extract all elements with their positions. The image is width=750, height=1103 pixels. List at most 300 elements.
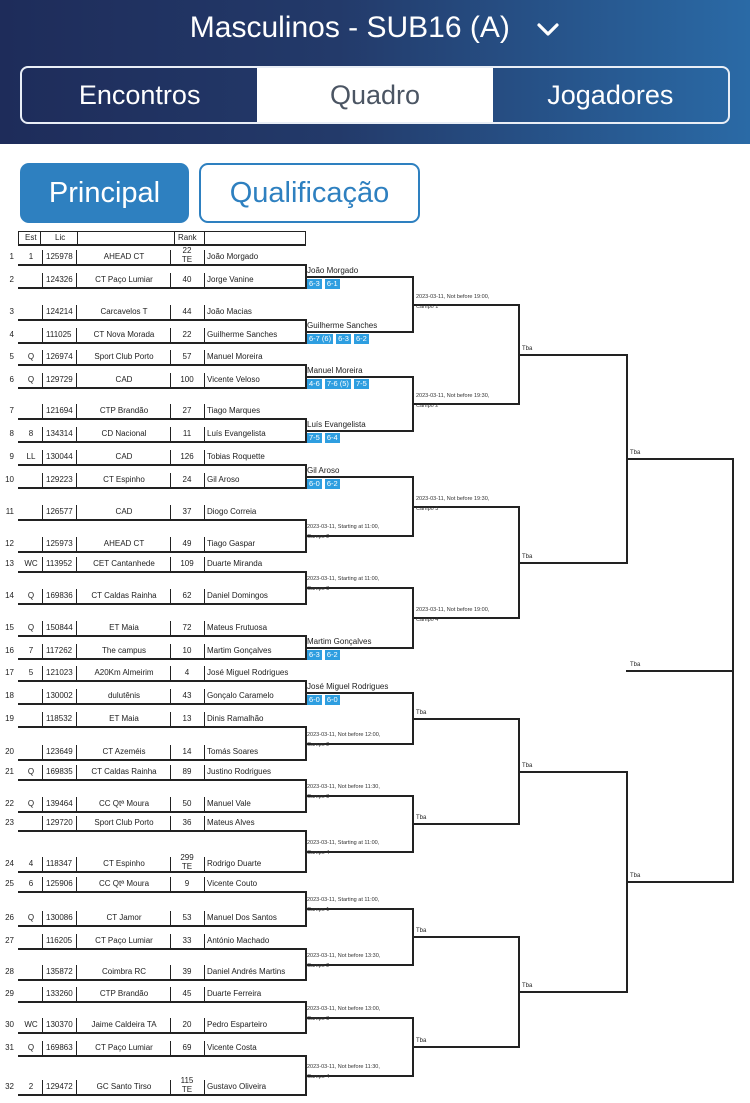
entry-underline: [18, 1032, 305, 1034]
entry-row[interactable]: [0, 816, 305, 830]
match-schedule: Campo 4: [307, 1074, 330, 1080]
cell-divider: [170, 404, 171, 418]
entry-name: Gustavo Oliveira: [207, 1082, 267, 1091]
cell-divider: [42, 1041, 43, 1055]
cell-divider: [76, 934, 77, 948]
entry-lic: 129472: [46, 1082, 73, 1091]
entry-num: 29: [5, 989, 14, 998]
bracket-line: [412, 936, 518, 938]
cell-divider: [76, 427, 77, 441]
cell-divider: [42, 537, 43, 551]
set-score: 6-0: [309, 479, 320, 488]
entry-row[interactable]: [0, 557, 305, 571]
entry-lic: 116205: [46, 936, 73, 945]
entry-name: Dinis Ramalhão: [207, 714, 264, 723]
entry-row[interactable]: [0, 745, 305, 759]
entry-row[interactable]: [0, 644, 305, 658]
entry-est: 8: [28, 429, 34, 438]
entry-name: Mateus Alves: [207, 818, 255, 827]
entry-club: CC Qtª Moura: [98, 799, 150, 808]
bracket-line: [518, 354, 626, 356]
cell-divider: [170, 621, 171, 635]
match-scores: [307, 433, 340, 443]
set-score: 7-6 (5): [326, 379, 349, 388]
entry-underline: [18, 387, 305, 389]
entry-name: Rodrigo Duarte: [207, 859, 262, 868]
cell-divider: [42, 589, 43, 603]
cell-divider: [170, 473, 171, 487]
entry-club: Jaime Caldeira TA: [91, 1020, 157, 1029]
entry-row[interactable]: [0, 934, 305, 948]
entry-rank: 33: [182, 936, 192, 945]
entry-row[interactable]: [0, 1076, 305, 1094]
entry-row[interactable]: [0, 404, 305, 418]
entry-rank: 45: [182, 989, 192, 998]
match-winner: Luís Evangelista: [307, 420, 366, 429]
entry-row[interactable]: [0, 273, 305, 287]
draw-selector[interactable]: [0, 8, 750, 49]
cell-divider: [76, 305, 77, 319]
set-score: 6-7 (6): [309, 334, 332, 343]
cell-divider: [76, 666, 77, 680]
entry-rank: 49: [182, 539, 192, 548]
set-score: 6-2: [355, 334, 367, 343]
entry-name: Tiago Marques: [207, 406, 261, 415]
entry-row[interactable]: [0, 350, 305, 364]
cell-divider: [204, 857, 205, 871]
bracket-line: [305, 331, 412, 333]
entry-name: Gonçalo Caramelo: [207, 691, 274, 700]
entry-num: 8: [9, 429, 14, 438]
entry-row[interactable]: [0, 765, 305, 779]
cell-divider: [204, 404, 205, 418]
entry-club: CT Espinho: [103, 859, 145, 868]
entry-row[interactable]: [0, 965, 305, 979]
entry-est: Q: [27, 767, 35, 776]
cell-divider: [42, 911, 43, 925]
entry-row[interactable]: [0, 621, 305, 635]
cell-divider: [204, 816, 205, 830]
entry-name: Vicente Couto: [207, 879, 258, 888]
match-tba: Tba: [416, 928, 427, 934]
match-tba: Tba: [630, 873, 641, 879]
tab-jogadores[interactable]: Jogadores: [547, 79, 674, 110]
entry-rank: 22 TE: [181, 246, 193, 264]
match-schedule: 2023-03-11, Not before 11:30,: [307, 784, 380, 790]
entry-row[interactable]: [0, 1018, 305, 1032]
bracket-line: [518, 771, 626, 773]
cell-divider: [42, 877, 43, 891]
cell-divider: [204, 797, 205, 811]
cell-divider: [204, 765, 205, 779]
cell-divider: [170, 273, 171, 287]
cell-divider: [204, 644, 205, 658]
entry-est: Q: [27, 799, 35, 808]
entry-name: Justino Rodrigues: [207, 767, 272, 776]
entry-lic: 150844: [46, 623, 73, 632]
entry-num: 21: [5, 767, 14, 776]
cell-divider: [170, 1018, 171, 1032]
entry-row[interactable]: [0, 877, 305, 891]
tab-quadro[interactable]: Quadro: [257, 68, 492, 122]
entry-est: Q: [27, 913, 35, 922]
entry-row[interactable]: [0, 853, 305, 871]
cell-divider: [170, 911, 171, 925]
principal-tab[interactable]: Principal: [20, 163, 189, 223]
entry-num: 13: [5, 559, 14, 568]
entry-row[interactable]: [0, 246, 305, 264]
entry-row[interactable]: [0, 305, 305, 319]
bracket-line: [626, 881, 732, 883]
entry-row[interactable]: [0, 712, 305, 726]
entry-est: 7: [28, 646, 34, 655]
match-schedule: 2023-03-11, Starting at 11:00,: [307, 897, 380, 903]
cell-divider: [76, 473, 77, 487]
bracket-line: [626, 670, 732, 672]
set-score: 6-0: [309, 695, 320, 704]
cell-divider: [204, 589, 205, 603]
cell-divider: [76, 505, 77, 519]
match-tba: Tba: [522, 763, 533, 769]
match-winner: Manuel Moreira: [307, 366, 363, 375]
match-schedule: 2023-03-11, Not before 11:30,: [307, 1064, 380, 1070]
cell-divider: [76, 350, 77, 364]
entry-underline: [18, 364, 305, 366]
entry-rank: 22: [182, 330, 192, 339]
cell-divider: [204, 877, 205, 891]
cell-divider: [170, 745, 171, 759]
cell-divider: [170, 1080, 171, 1094]
cell-divider: [170, 589, 171, 603]
entry-name: Duarte Ferreira: [207, 989, 262, 998]
entry-club: CT Caldas Rainha: [91, 591, 157, 600]
entry-row[interactable]: [0, 911, 305, 925]
entry-est: Q: [27, 1043, 35, 1052]
entry-lic: 169863: [46, 1043, 73, 1052]
header-divider: [40, 232, 41, 244]
entry-name: António Machado: [207, 936, 270, 945]
entry-lic: 129223: [46, 475, 73, 484]
entry-rank: 50: [182, 799, 192, 808]
chevron-down-icon[interactable]: [536, 9, 560, 49]
cell-divider: [76, 450, 77, 464]
entry-rank: 100: [180, 375, 194, 384]
entry-row[interactable]: [0, 373, 305, 387]
match-scores: [307, 279, 340, 289]
cell-divider: [76, 404, 77, 418]
entry-num: 10: [5, 475, 14, 484]
entry-rank: 115 TE: [180, 1076, 194, 1094]
table-header: [18, 231, 306, 246]
entry-name: Manuel Dos Santos: [207, 913, 277, 922]
entry-name: Manuel Vale: [207, 799, 251, 808]
entry-rank: 62: [182, 591, 192, 600]
bracket-line: [305, 430, 412, 432]
header-divider: [77, 232, 78, 244]
cell-divider: [170, 427, 171, 441]
cell-divider: [76, 644, 77, 658]
cell-divider: [170, 557, 171, 571]
match-schedule: Campo 2: [416, 403, 439, 409]
cell-divider: [204, 473, 205, 487]
entry-club: GC Santo Tirso: [96, 1082, 152, 1091]
match-schedule: Campo 2: [307, 742, 330, 748]
entry-lic: 125906: [46, 879, 73, 888]
cell-divider: [170, 1041, 171, 1055]
tab-encontros[interactable]: Encontros: [78, 79, 201, 110]
cell-divider: [170, 537, 171, 551]
entry-num: 16: [5, 646, 14, 655]
entry-name: João Macias: [207, 307, 252, 316]
entry-num: 23: [5, 818, 14, 827]
entry-row[interactable]: [0, 589, 305, 603]
entry-num: 12: [5, 539, 14, 548]
entry-underline: [18, 1055, 305, 1057]
cell-divider: [42, 505, 43, 519]
entry-underline: [18, 603, 305, 605]
entry-underline: [18, 342, 305, 344]
entry-rank: 126: [180, 452, 194, 461]
entry-num: 3: [9, 307, 14, 316]
match-schedule: Campo 3: [416, 506, 439, 512]
cell-divider: [42, 745, 43, 759]
entry-club: CD Nacional: [101, 429, 147, 438]
entry-num: 1: [9, 252, 14, 261]
match-schedule: Campo 3: [307, 794, 330, 800]
cell-divider: [170, 328, 171, 342]
cell-divider: [204, 250, 205, 264]
entry-name: Tomás Soares: [207, 747, 259, 756]
entry-underline: [18, 871, 305, 873]
cell-divider: [204, 666, 205, 680]
entry-num: 4: [9, 330, 14, 339]
cell-divider: [42, 350, 43, 364]
cell-divider: [76, 797, 77, 811]
draw-title: Masculinos - SUB16 (A): [189, 11, 510, 44]
entry-row[interactable]: [0, 666, 305, 680]
entry-lic: 111025: [46, 330, 72, 339]
bracket-line: [518, 991, 626, 993]
cell-divider: [204, 350, 205, 364]
cell-divider: [204, 305, 205, 319]
entry-name: Martim Gonçalves: [207, 646, 272, 655]
cell-divider: [42, 404, 43, 418]
match-tba: Tba: [416, 710, 427, 716]
cell-divider: [170, 965, 171, 979]
entry-rank: 53: [182, 913, 192, 922]
cell-divider: [204, 373, 205, 387]
entry-row[interactable]: [0, 328, 305, 342]
entry-underline: [18, 319, 305, 321]
set-score: 6-1: [326, 279, 338, 288]
header-lic: Lic: [55, 233, 66, 242]
cell-divider: [42, 1018, 43, 1032]
cell-divider: [42, 305, 43, 319]
entry-underline: [18, 287, 305, 289]
qualificacao-tab[interactable]: Qualificação: [199, 163, 420, 223]
cell-divider: [42, 557, 43, 571]
entry-lic: 133260: [46, 989, 73, 998]
entry-rank: 109: [180, 559, 194, 568]
entry-rank: 40: [182, 275, 192, 284]
entry-num: 6: [9, 375, 14, 384]
match-schedule: Campo 4: [416, 617, 439, 623]
bracket-line: [305, 276, 412, 278]
cell-divider: [42, 427, 43, 441]
entry-num: 31: [5, 1043, 14, 1052]
entry-row[interactable]: [0, 427, 305, 441]
cell-divider: [76, 328, 77, 342]
cell-divider: [204, 557, 205, 571]
set-score: 6-3: [309, 279, 320, 288]
entry-name: Diogo Correia: [207, 507, 257, 516]
entry-name: Luís Evangelista: [207, 429, 266, 438]
entry-name: Vicente Veloso: [207, 375, 260, 384]
cell-divider: [76, 877, 77, 891]
entry-row[interactable]: [0, 537, 305, 551]
entry-underline: [18, 925, 305, 927]
header-divider: [204, 232, 205, 244]
bracket-line: [412, 1046, 518, 1048]
entry-est: 6: [28, 879, 34, 888]
cell-divider: [42, 328, 43, 342]
entry-name: Tobias Roquette: [207, 452, 265, 461]
entry-lic: 118347: [46, 859, 73, 868]
match-schedule: 2023-03-11, Not before 13:00,: [307, 1006, 381, 1012]
set-score: 6-4: [326, 433, 338, 442]
cell-divider: [170, 712, 171, 726]
entry-lic: 118532: [46, 714, 73, 723]
entry-row[interactable]: [0, 450, 305, 464]
entry-name: Pedro Esparteiro: [207, 1020, 268, 1029]
cell-divider: [76, 965, 77, 979]
set-score: 7-5: [355, 379, 367, 388]
set-score: 6-3: [309, 650, 320, 659]
entry-num: 17: [5, 668, 14, 677]
entry-underline: [18, 703, 305, 705]
entry-name: Daniel Andrés Martins: [207, 967, 286, 976]
cell-divider: [170, 666, 171, 680]
cell-divider: [42, 450, 43, 464]
match-schedule: Campo 2: [307, 963, 330, 969]
entry-club: ET Maia: [109, 623, 139, 632]
entry-lic: 129720: [46, 818, 73, 827]
cell-divider: [204, 965, 205, 979]
match-schedule: 2023-03-11, Starting at 11:00,: [307, 524, 380, 530]
match-winner: Martim Gonçalves: [307, 637, 372, 646]
cell-divider: [42, 797, 43, 811]
entry-rank: 89: [182, 767, 192, 776]
match-schedule: 2023-03-11, Not before 13:30,: [307, 953, 381, 959]
match-tba: Tba: [522, 554, 533, 560]
entry-est: Q: [27, 352, 35, 361]
entry-num: 9: [9, 452, 14, 461]
entry-est: Q: [27, 375, 35, 384]
cell-divider: [204, 712, 205, 726]
entry-club: CTP Brandão: [99, 406, 149, 415]
cell-divider: [42, 1080, 43, 1094]
cell-divider: [76, 373, 77, 387]
match-scores: [307, 379, 369, 389]
cell-divider: [42, 473, 43, 487]
cell-divider: [76, 589, 77, 603]
cell-divider: [170, 857, 171, 871]
entry-lic: 130002: [46, 691, 73, 700]
entry-club: CT Paço Lumiar: [95, 275, 153, 284]
entry-name: Jorge Vanine: [207, 275, 254, 284]
bracket-line: [732, 458, 734, 883]
entry-club: The campus: [101, 646, 147, 655]
entry-underline: [18, 830, 305, 832]
cell-divider: [204, 987, 205, 1001]
cell-divider: [42, 816, 43, 830]
match-schedule: Campo 4: [307, 850, 330, 856]
cell-divider: [42, 373, 43, 387]
cell-divider: [170, 987, 171, 1001]
entry-num: 5: [9, 352, 14, 361]
entry-rank: 14: [182, 747, 192, 756]
cell-divider: [42, 644, 43, 658]
bracket-line: [412, 823, 518, 825]
entry-row[interactable]: [0, 505, 305, 519]
cell-divider: [76, 537, 77, 551]
entry-rank: 10: [182, 646, 192, 655]
cell-divider: [170, 305, 171, 319]
entry-underline: [18, 680, 305, 682]
cell-divider: [204, 689, 205, 703]
match-tba: Tba: [522, 983, 533, 989]
cell-divider: [170, 797, 171, 811]
entry-club: Coimbra RC: [101, 967, 146, 976]
cell-divider: [42, 965, 43, 979]
entry-rank: 37: [182, 507, 192, 516]
entry-num: 14: [5, 591, 14, 600]
entry-rank: 11: [182, 429, 192, 438]
cell-divider: [42, 934, 43, 948]
cell-divider: [76, 745, 77, 759]
entry-row[interactable]: [0, 1041, 305, 1055]
cell-divider: [76, 857, 77, 871]
cell-divider: [42, 250, 43, 264]
entry-est: 1: [28, 252, 34, 261]
entry-rank: 20: [182, 1020, 192, 1029]
cell-divider: [170, 373, 171, 387]
entry-lic: 134314: [46, 429, 73, 438]
entry-row[interactable]: [0, 473, 305, 487]
entry-row[interactable]: [0, 689, 305, 703]
entry-name: José Miguel Rodrigues: [207, 668, 289, 677]
entry-name: Manuel Moreira: [207, 352, 263, 361]
cell-divider: [204, 450, 205, 464]
entry-underline: [18, 635, 305, 637]
cell-divider: [76, 1080, 77, 1094]
cell-divider: [76, 250, 77, 264]
match-schedule: Campo 1: [416, 304, 439, 310]
entry-est: Q: [27, 623, 35, 632]
entry-underline: [18, 487, 305, 489]
entry-lic: 130086: [46, 913, 73, 922]
entry-underline: [18, 571, 305, 573]
entry-num: 7: [9, 406, 14, 415]
entry-row[interactable]: [0, 987, 305, 1001]
entry-lic: 126577: [46, 507, 73, 516]
cell-divider: [204, 537, 205, 551]
entry-club: CET Cantanhede: [93, 559, 155, 568]
entry-row[interactable]: [0, 797, 305, 811]
match-schedule: 2023-03-11, Starting at 11:00,: [307, 576, 380, 582]
entry-lic: 124326: [46, 275, 73, 284]
entry-name: Mateus Frutuosa: [207, 623, 268, 632]
